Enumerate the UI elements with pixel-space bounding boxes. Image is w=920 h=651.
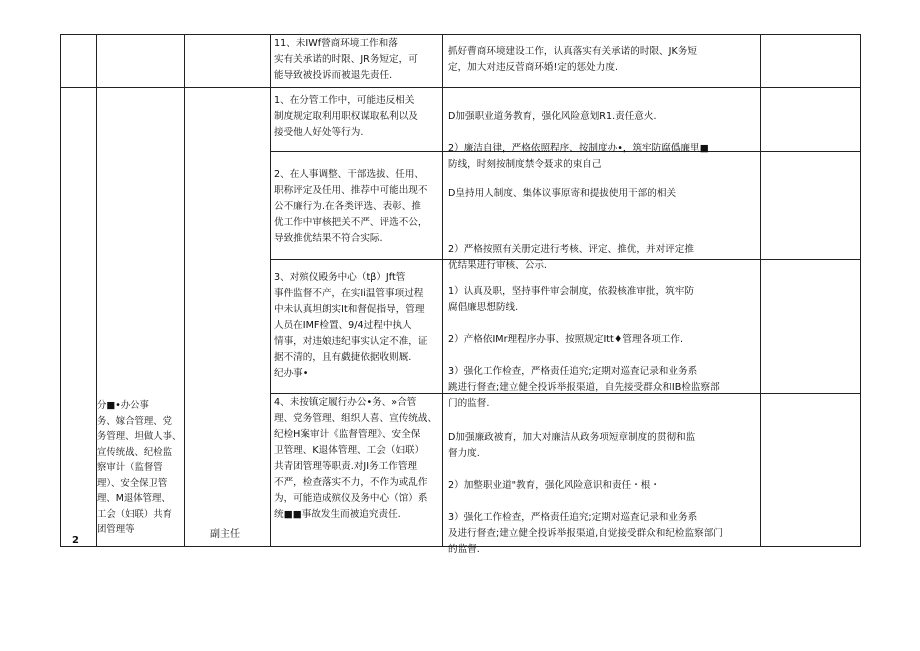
measure-item: 3）强化工作检查，严格责任追究;定期对巡査记录和业务系 跳进行督查;建立健全投诉举报渠道，自先接受群众和IB检监察部 门的监督. xyxy=(448,366,720,409)
measure-item: 1）认真及职，坚持事件审会制度，依殺核准审批，筑牢防 腐倡廉思想防线. xyxy=(448,286,694,313)
risk-cell: 4、未按镇定履行办公•务、»合管 理、党务管理、组织人喜、宣传统战、 纪检H案审计《监督管理》、安全保 卫管理、K退体管理、工会（妇联） 共青团管理等职责.对JI务工作管理 不严，检查落实不力，不作为或乱作 为，可能造成殡仪及务中心（馆）系 统■■事故发生而被追究责任. xyxy=(274,397,438,520)
measure-item: D加强廉政被育，加大对廉洁从政务项短章制度的贯彻和监 督力度. xyxy=(448,432,696,459)
table-rule xyxy=(860,34,861,547)
table-rule xyxy=(442,34,443,547)
measure-item: D加强职业道务教育，强化风险意划R1.责任意火. xyxy=(448,111,657,122)
measure-item: 2）廉洁自律，严格依照程序、按制度办•，筑牢防腐僞廉里■ 防线，时刻按制度禁令聂求的束自己 xyxy=(448,143,709,170)
measure-cell: 抓好曹商环境建设工作，认真落实有关承诺的时限、JK务短 定，加大对违反菅商环婚!定的惩处力度. xyxy=(448,46,697,73)
responsibility-scope: 分■•办公事 务、嫁合管理、党 务管理、坦做人亊、 宣传统战、纪检监 察审计（监督管 理）、安全保卫管 理、M退体管理、 工会（妇联）共育 团管理等 xyxy=(97,400,182,535)
measure-item: D皇持用人制度、集体议事原寄和提拔使用干部的相关 xyxy=(448,188,677,199)
measure-item: 3）强化工作检查，严格责任追究;定期对巡査记录和业务系 及进行督查;建立健全投诉举报渠道,自觉接受群众和纪检监察部门 的监督. xyxy=(448,512,723,555)
table-rule xyxy=(760,34,761,547)
risk-cell: 2、在人事调整、干部选拔、任用、 职称评定及任用、推荐中可能出现不 公不廉行为.在各类评选、表彰、推 优工作中审核把关不严、评选不公， 导致推优结果不符合实际. xyxy=(274,169,428,244)
table-rule xyxy=(60,34,860,35)
risk-cell: 3、对殡仪殿务中心（tβ）Jft管 事件监督不产，在实Ii温管事项过程 中未认真坦朗实It和督促指导，管理 人员在IMF检置、9/4过程中执人 情事，对违娘违纪事实认定不准，证 据不清的，且有戯捷依据收则厩. 纪办事• xyxy=(274,272,428,379)
row-number: 2 xyxy=(72,535,79,546)
measure-item: 2）产格依IMr理程序办事、按照规定Itt♦管理各项工作. xyxy=(448,334,684,345)
measure-cell xyxy=(448,414,756,574)
position-title: 副主任 xyxy=(210,529,240,540)
measure-item: 2）加整职业道"教育，强化风险意识和责任・根・ xyxy=(448,480,660,491)
measure-cell xyxy=(448,268,756,428)
table-rule xyxy=(60,87,860,88)
table-rule xyxy=(270,34,271,547)
measure-item: 2）严格按照有关册定进行考核、评定、推优，并对评定推 优结果进行审核、公示. xyxy=(448,244,694,271)
risk-cell: 1、在分管工作中，可能违反相关 制度规定取利用职权谋取私利以及 接受他人好处等行为. xyxy=(274,95,418,138)
risk-cell: 11、未IWf營商环境工作和落 实有关承诺的时限、JR务短定，可 能导致被投诉而被退先责任. xyxy=(274,38,418,81)
table-rule xyxy=(60,34,61,547)
table-rule xyxy=(184,34,185,547)
